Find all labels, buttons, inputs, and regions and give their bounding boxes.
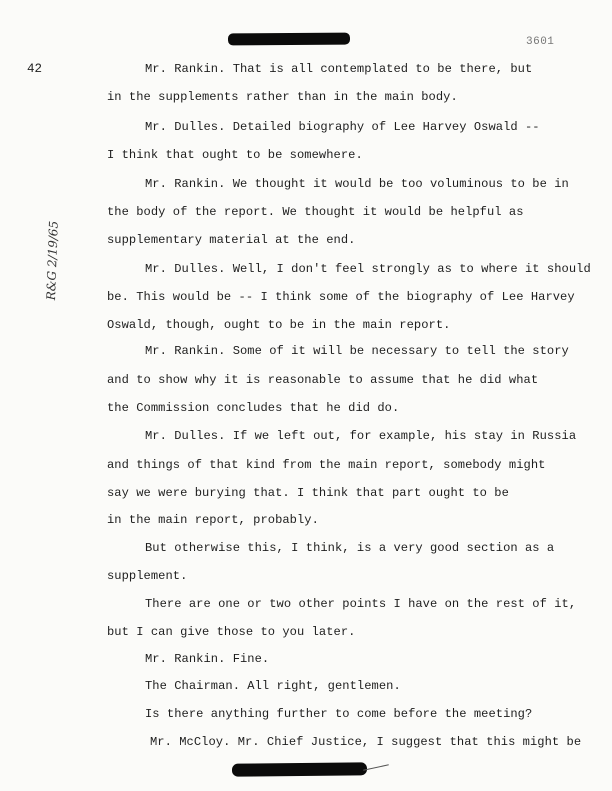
redaction-bar-top	[228, 33, 350, 46]
transcript-line: Is there anything further to come before the meeting?	[145, 707, 533, 721]
transcript-line: but I can give those to you later.	[107, 625, 356, 639]
page-reference-number: 3601	[526, 36, 555, 48]
transcript-line: the Commission concludes that he did do.	[107, 401, 400, 415]
transcript-line: Mr. Rankin. We thought it would be too voluminous to be in	[145, 177, 569, 191]
pen-stroke	[363, 764, 389, 770]
transcript-line: Mr. Rankin. Some of it will be necessary to tell the story	[145, 344, 569, 358]
transcript-line: But otherwise this, I think, is a very good section as a	[145, 541, 555, 555]
redaction-bar-bottom	[232, 762, 367, 776]
transcript-line: There are one or two other points I have on the rest of it,	[145, 597, 577, 611]
transcript-line: in the supplements rather than in the main body.	[107, 90, 458, 104]
transcript-line: and to show why it is reasonable to assume that he did what	[107, 373, 539, 387]
transcript-line: The Chairman. All right, gentlemen.	[145, 679, 401, 693]
transcript-line: and things of that kind from the main report, somebody might	[107, 458, 546, 472]
transcript-line: be. This would be -- I think some of the biography of Lee Harvey	[107, 290, 575, 304]
transcript-line: I think that ought to be somewhere.	[107, 148, 363, 162]
transcript-line: Mr. Dulles. If we left out, for example, his stay in Russia	[145, 429, 577, 443]
transcript-line: Mr. Rankin. That is all contemplated to be there, but	[145, 62, 533, 76]
transcript-line: Mr. McCloy. Mr. Chief Justice, I suggest that this might be	[150, 735, 582, 749]
transcript-line: Mr. Dulles. Detailed biography of Lee Harvey Oswald --	[145, 120, 540, 134]
page-number: 42	[27, 62, 43, 76]
handwritten-margin-note: R&G 2/19/65	[44, 220, 61, 301]
transcript-line: Mr. Dulles. Well, I don't feel strongly as to where it should	[145, 262, 591, 276]
transcript-line: Oswald, though, ought to be in the main report.	[107, 318, 451, 332]
transcript-line: supplementary material at the end.	[107, 233, 356, 247]
transcript-line: the body of the report. We thought it would be helpful as	[107, 205, 524, 219]
transcript-line: supplement.	[107, 569, 188, 583]
transcript-line: in the main report, probably.	[107, 513, 319, 527]
transcript-line: Mr. Rankin. Fine.	[145, 652, 270, 666]
transcript-line: say we were burying that. I think that part ought to be	[107, 486, 509, 500]
